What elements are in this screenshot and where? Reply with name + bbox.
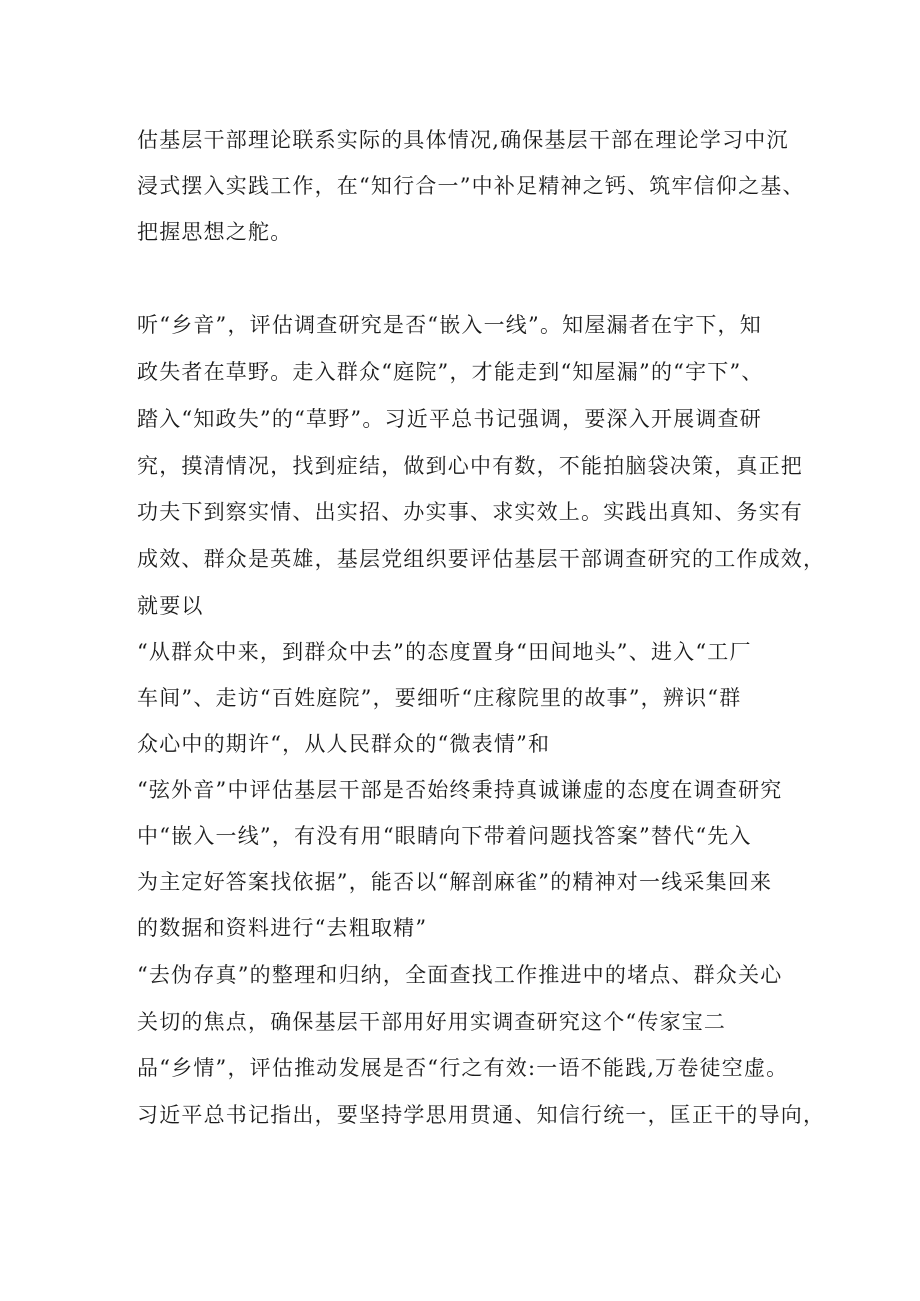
text-line-6: 踏入“知政失”的“草野”。习近平总书记强调，要深入开展调查研 [137, 407, 762, 431]
text-line-3: 把握思想之舵。 [137, 220, 293, 244]
text-line-17: 的数据和资料进行“去粗取精” [137, 916, 428, 940]
text-line-18: “去伪存真”的整理和归纳，全面查找工作推进中的堵点、群众关心 [137, 963, 783, 987]
text-line-10: 就要以 [137, 594, 204, 618]
text-line-15: 中“嵌入一线”，有没有用“眼睛向下带着问题找答案”替代“先入 [137, 824, 752, 848]
text-line-8: 功夫下到察实情、出实招、办实事、求实效上。实践出真知、务实有 [137, 500, 803, 524]
text-line-5: 政失者在草野。走入群众“庭院”，才能走到“知屋漏”的“宇下”、 [137, 360, 764, 384]
text-line-21: 习近平总书记指出，要坚持学思用贯通、知信行统一，匡正干的导向， [137, 1103, 826, 1127]
text-line-4: 听“乡音”，评估调查研究是否“嵌入一线”。知屋漏者在宇下，知 [137, 313, 762, 337]
text-line-9: 成效、群众是英雄，基层党组织要评估基层干部调查研究的工作成效， [137, 547, 826, 571]
text-line-16: 为主定好答案找依据”，能否以“解剖麻雀”的精神对一线采集回来 [137, 870, 773, 894]
text-line-11: “从群众中来，到群众中去”的态度置身“田间地头”、进入“工厂 [137, 640, 752, 664]
text-line-7: 究，摸清情况，找到症结，做到心中有数，不能拍脑袋决策，真正把 [137, 454, 803, 478]
text-line-13: 众心中的期许“，从人民群众的“微表情”和 [137, 732, 551, 756]
text-line-2: 浸式摆入实践工作，在“知行合一”中补足精神之钙、筑牢信仰之基、 [137, 174, 805, 198]
text-line-19: 关切的焦点，确保基层干部用好用实调查研究这个“传家宝二 [137, 1010, 727, 1034]
text-line-12: 车间”、走访“百姓庭院”，要细听“庄稼院里的故事”，辨识“群 [137, 686, 742, 710]
text-line-1: 估基层干部理论联系实际的具体情况,确保基层干部在理论学习中沉 [137, 128, 789, 152]
text-line-14: “弦外音”中评估基层干部是否始终秉持真诚谦虚的态度在调查研究 [137, 778, 783, 802]
text-line-20: 品“乡情”，评估推动发展是否“行之有效:一语不能践,万卷徒空虚。 [137, 1056, 789, 1080]
